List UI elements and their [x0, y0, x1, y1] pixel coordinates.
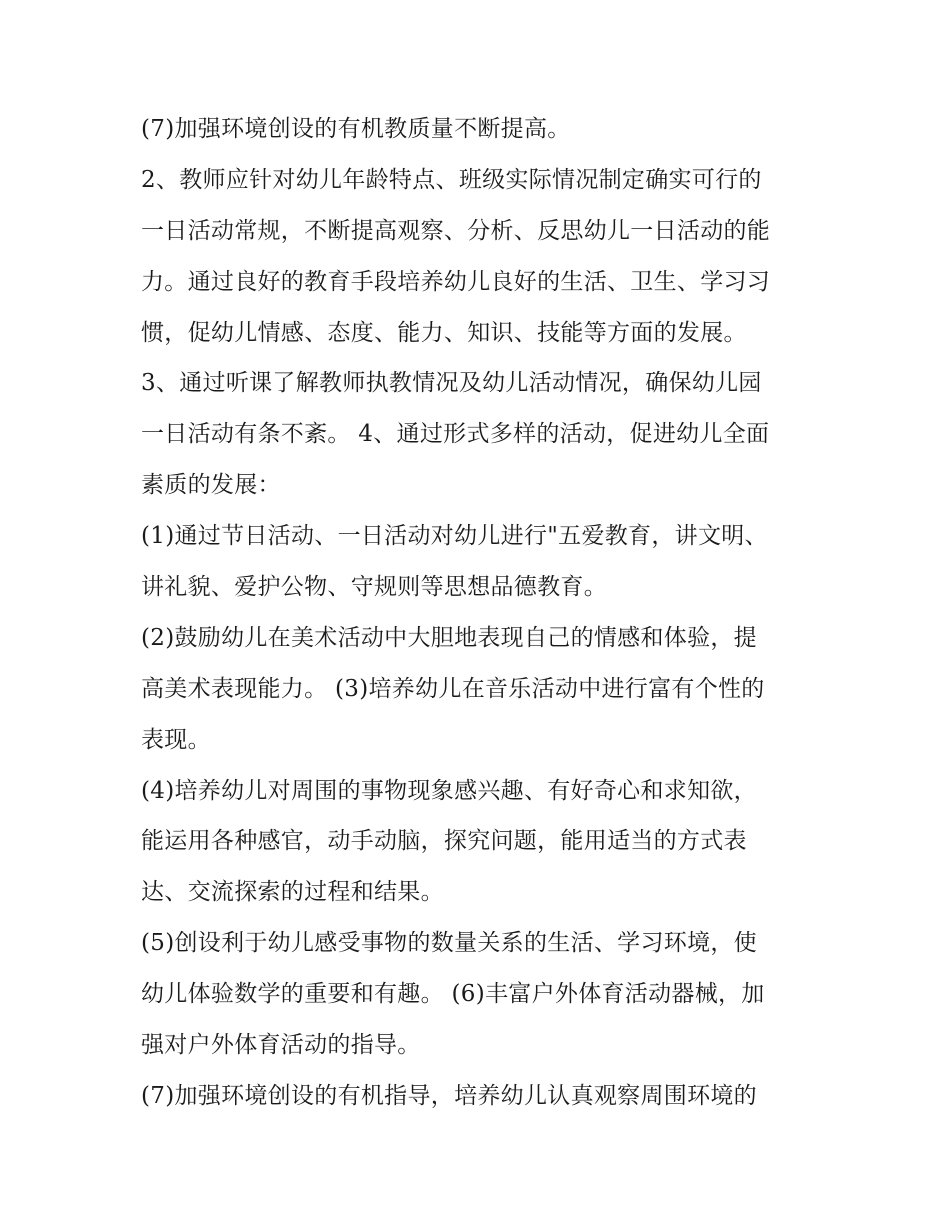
text-line: 2、教师应针对幼儿年龄特点、班级实际情况制定确实可行的	[141, 166, 762, 193]
document-body	[141, 104, 821, 1122]
text-line: (7)加强环境创设的有机教质量不断提高。	[141, 116, 571, 142]
text-line: 表现。	[141, 726, 211, 753]
text-line: 一日活动常规，不断提高观察、分析、反思幼儿一日活动的能	[141, 217, 771, 244]
text-line: 能运用各种感官，动手动脑，探究问题，能用适当的方式表	[141, 828, 747, 855]
text-line: 幼儿体验数学的重要和有趣。 (6)丰富户外体育活动器械，加	[141, 981, 765, 1008]
text-line: (4)培养幼儿对周围的事物现象感兴趣、有好奇心和求知欲，	[141, 777, 757, 804]
text-line: (7)加强环境创设的有机指导，培养幼儿认真观察周围环境的	[141, 1082, 757, 1109]
text-line: 素质的发展：	[141, 472, 281, 499]
text-line: 高美术表现能力。 (3)培养幼儿在音乐活动中进行富有个性的	[141, 675, 765, 702]
text-line: 惯，促幼儿情感、态度、能力、知识、技能等方面的发展。	[141, 319, 747, 346]
text-line: 强对户外体育活动的指导。	[141, 1032, 421, 1059]
text-line: (2)鼓励幼儿在美术活动中大胆地表现自己的情感和体验，提	[141, 624, 757, 651]
text-line: (5)创设利于幼儿感受事物的数量关系的生活、学习环境，使	[141, 930, 757, 957]
text-line: 3、通过听课了解教师执教情况及幼儿活动情况，确保幼儿园	[141, 370, 762, 397]
text-line: 力。通过良好的教育手段培养幼儿良好的生活、卫生、学习习	[141, 268, 771, 295]
text-line: (1)通过节日活动、一日活动对幼儿进行"五爱教育，讲文明、	[141, 523, 768, 550]
text-line: 讲礼貌、爱护公物、守规则等思想品德教育。	[141, 574, 607, 601]
text-line: 达、交流探索的过程和结果。	[141, 879, 444, 906]
text-line: 一日活动有条不紊。 4、通过形式多样的活动，促进幼儿全面	[141, 421, 770, 448]
